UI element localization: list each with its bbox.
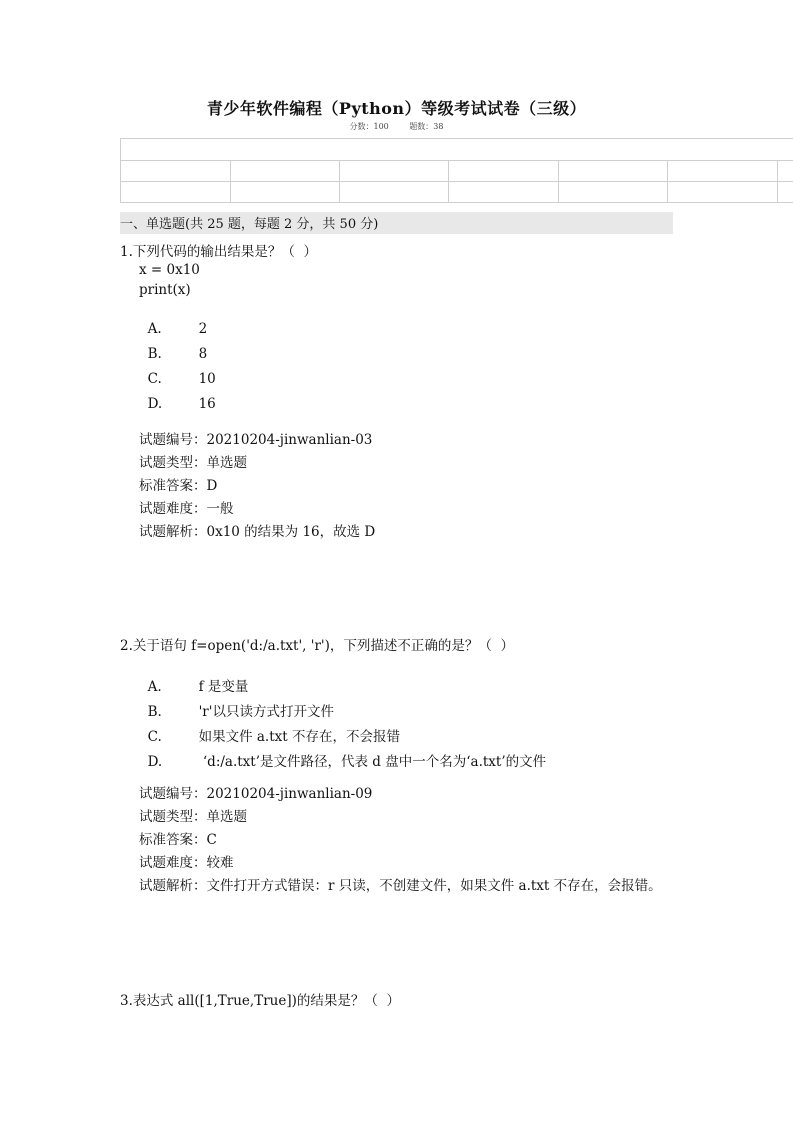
exam-meta — [120, 121, 673, 132]
score-table-row — [121, 181, 793, 203]
question-2-answer: 标准答案：C — [139, 832, 217, 848]
question-2-option-d[interactable] — [139, 734, 546, 770]
option-text: 'r'以只读方式打开文件 — [198, 704, 334, 720]
option-text: f 是变量 — [198, 679, 249, 695]
section-heading: 一、单选题(共 25 题，每题 2 分，共 50 分) — [120, 212, 673, 234]
option-letter: D. — [147, 396, 163, 412]
question-count: 题数：38 — [409, 122, 444, 131]
option-letter: B. — [147, 704, 162, 720]
question-3-stem: 3.表达式 all([1,True,True])的结果是？（ ） — [120, 993, 400, 1009]
option-text: 2 — [198, 321, 208, 337]
question-1-type: 试题类型：单选题 — [139, 455, 247, 471]
question-2-difficulty: 试题难度：较难 — [139, 855, 234, 871]
question-1-id: 试题编号：20210204-jinwanlian-03 — [139, 432, 373, 448]
option-text: 16 — [198, 396, 216, 412]
option-text: 8 — [198, 346, 208, 362]
question-1-answer: 标准答案：D — [139, 478, 218, 494]
option-letter: A. — [147, 679, 162, 695]
question-2-analysis: 试题解析：文件打开方式错误：r 只读，不创建文件，如果文件 a.txt 不存在，会报错。 — [139, 878, 662, 894]
option-text: ‘d:/a.txt’是文件路径，代表 d 盘中一个名为‘a.txt’的文件 — [198, 754, 547, 770]
option-letter: A. — [147, 321, 162, 337]
question-1-difficulty: 试题难度：一般 — [139, 501, 234, 517]
option-text: 10 — [198, 371, 216, 387]
option-letter: D. — [147, 754, 163, 770]
exam-title: 青少年软件编程（Python）等级考试试卷（三级） — [206, 99, 587, 118]
score-table-row — [121, 160, 793, 182]
question-2-stem: 2.关于语句 f=open('d:/a.txt', 'r')，下列描述不正确的是？（ ） — [120, 638, 514, 654]
option-letter: B. — [147, 346, 162, 362]
option-text: 如果文件 a.txt 不存在，不会报错 — [198, 729, 400, 745]
question-1-code-line: print(x) — [139, 282, 191, 298]
question-2-type: 试题类型：单选题 — [139, 809, 247, 825]
option-letter: C. — [147, 729, 162, 745]
question-1-option-d[interactable] — [139, 380, 216, 412]
question-2-id: 试题编号：20210204-jinwanlian-09 — [139, 786, 373, 802]
question-1-stem: 1.下列代码的输出结果是？（ ） — [120, 244, 317, 260]
total-score: 分数：100 — [349, 122, 389, 131]
question-1-code-line: x = 0x10 — [139, 262, 200, 278]
option-letter: C. — [147, 371, 162, 387]
score-table — [120, 138, 793, 203]
question-1-analysis: 试题解析：0x10 的结果为 16，故选 D — [139, 524, 376, 540]
